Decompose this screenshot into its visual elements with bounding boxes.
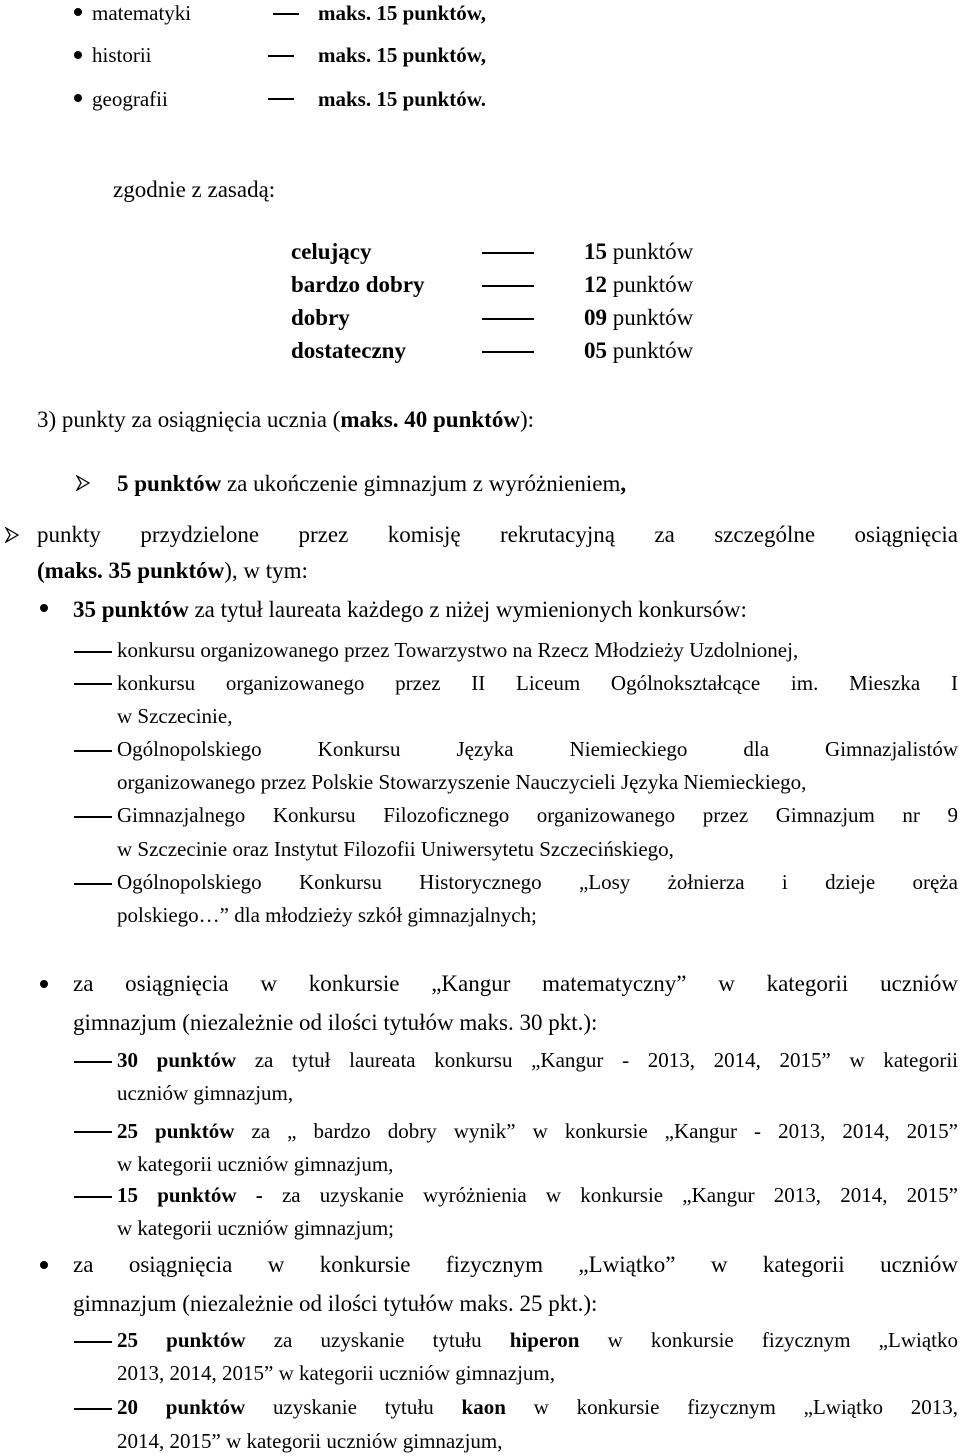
grade-points: 05 punktów: [584, 338, 694, 363]
contest-item-cont: organizowanego przez Polskie Stowarzyszenie Nauczycieli Języka Niemieckiego,: [117, 770, 807, 794]
arrow-item-distinction: 5 punktów za ukończenie gimnazjum z wyróżnieniem,: [117, 471, 627, 496]
dash-icon: [74, 1408, 112, 1410]
arrow-bullet-icon: [5, 527, 19, 543]
arrow-item-committee-cont: (maks. 35 punktów), w tym:: [37, 558, 308, 583]
contest-item: Ogólnopolskiego Konkursu Języka Niemieckiego dla Gimnazjalistów: [117, 737, 958, 761]
subject-value: maks. 15 punktów,: [318, 1, 487, 25]
kangur-item: 25 punktów za „ bardzo dobry wynik” w konkursie „Kangur - 2013, 2014, 2015”: [117, 1119, 958, 1143]
contest-item: Ogólnopolskiego Konkursu Historycznego „Losy żołnierza i dzieje oręża: [117, 870, 958, 894]
lwiatko-item-cont: 2014, 2015” w kategorii uczniów gimnazjum,: [117, 1429, 503, 1453]
laureate-item: 35 punktów za tytuł laureata każdego z niżej wymienionych konkursów:: [73, 597, 747, 622]
subject-name: matematyki: [92, 1, 192, 25]
dash-icon: [74, 816, 112, 818]
contest-item: konkursu organizowanego przez Towarzystwo na Rzecz Młodzieży Uzdolnionej,: [117, 638, 799, 662]
arrow-bullet-icon: [76, 475, 90, 491]
contest-item-cont: polskiego…” dla młodzieży szkół gimnazjalnych;: [117, 903, 537, 927]
rule-intro: zgodnie z zasadą:: [113, 177, 276, 202]
dash-icon: [74, 651, 112, 653]
dash-icon: [482, 351, 534, 353]
dash-icon: [268, 55, 294, 57]
grade-label: dostateczny: [291, 338, 406, 363]
subject-value: maks. 15 punktów.: [318, 87, 487, 111]
subject-name: geografii: [92, 87, 168, 111]
grade-label: bardzo dobry: [291, 272, 425, 297]
subject-name: historii: [92, 43, 152, 67]
lwiatko-heading-cont: gimnazjum (niezależnie od ilości tytułów maks. 25 pkt.):: [73, 1291, 598, 1316]
lwiatko-item: 20 punktów uzyskanie tytułu kaon w konkursie fizycznym „Lwiątko 2013,: [117, 1395, 958, 1419]
contest-item: Gimnazjalnego Konkursu Filozoficznego organizowanego przez Gimnazjum nr 9: [117, 803, 958, 827]
grade-label: celujący: [291, 239, 372, 264]
bullet-icon: [74, 8, 82, 16]
dash-icon: [273, 13, 299, 15]
kangur-heading-cont: gimnazjum (niezależnie od ilości tytułów maks. 30 pkt.):: [73, 1010, 598, 1035]
dash-icon: [74, 1341, 112, 1343]
grade-points: 15 punktów: [584, 239, 694, 264]
arrow-item-committee: punkty przydzielone przez komisję rekrutacyjną za szczególne osiągnięcia: [37, 522, 958, 547]
dash-icon: [482, 318, 534, 320]
contest-item: konkursu organizowanego przez II Liceum Ogólnokształcące im. Mieszka I: [117, 671, 958, 695]
bullet-icon: [74, 94, 82, 102]
section-3-heading: 3) punkty za osiągnięcia ucznia (maks. 40 punktów):: [37, 407, 535, 432]
lwiatko-heading: za osiągnięcia w konkursie fizycznym „Lwiątko” w kategorii uczniów: [73, 1252, 958, 1277]
kangur-item-cont: uczniów gimnazjum,: [117, 1081, 294, 1105]
grade-label: dobry: [291, 305, 350, 330]
dash-icon: [482, 252, 534, 254]
contest-item-cont: w Szczecinie,: [117, 704, 233, 728]
kangur-item: 30 punktów za tytuł laureata konkursu „Kangur - 2013, 2014, 2015” w kategorii: [117, 1048, 958, 1072]
dash-icon: [74, 683, 112, 685]
lwiatko-item-cont: 2013, 2014, 2015” w kategorii uczniów gimnazjum,: [117, 1361, 555, 1385]
bullet-icon: [40, 1261, 48, 1269]
bullet-icon: [40, 604, 48, 612]
grade-points: 12 punktów: [584, 272, 694, 297]
kangur-item: 15 punktów - za uzyskanie wyróżnienia w konkursie „Kangur 2013, 2014, 2015”: [117, 1183, 958, 1207]
kangur-item-cont: w kategorii uczniów gimnazjum,: [117, 1152, 394, 1176]
dash-icon: [74, 1196, 112, 1198]
dash-icon: [482, 285, 534, 287]
dash-icon: [268, 98, 294, 100]
kangur-heading: za osiągnięcia w konkursie „Kangur matematyczny” w kategorii uczniów: [73, 971, 958, 996]
bullet-icon: [74, 51, 82, 59]
dash-icon: [74, 1131, 112, 1133]
subject-value: maks. 15 punktów,: [318, 43, 487, 67]
contest-item-cont: w Szczecinie oraz Instytut Filozofii Uniwersytetu Szczecińskiego,: [117, 837, 674, 861]
dash-icon: [74, 1061, 112, 1063]
grade-points: 09 punktów: [584, 305, 694, 330]
lwiatko-item: 25 punktów za uzyskanie tytułu hiperon w konkursie fizycznym „Lwiątko: [117, 1328, 958, 1352]
bullet-icon: [40, 980, 48, 988]
dash-icon: [74, 883, 112, 885]
kangur-item-cont: w kategorii uczniów gimnazjum;: [117, 1216, 395, 1240]
dash-icon: [74, 750, 112, 752]
